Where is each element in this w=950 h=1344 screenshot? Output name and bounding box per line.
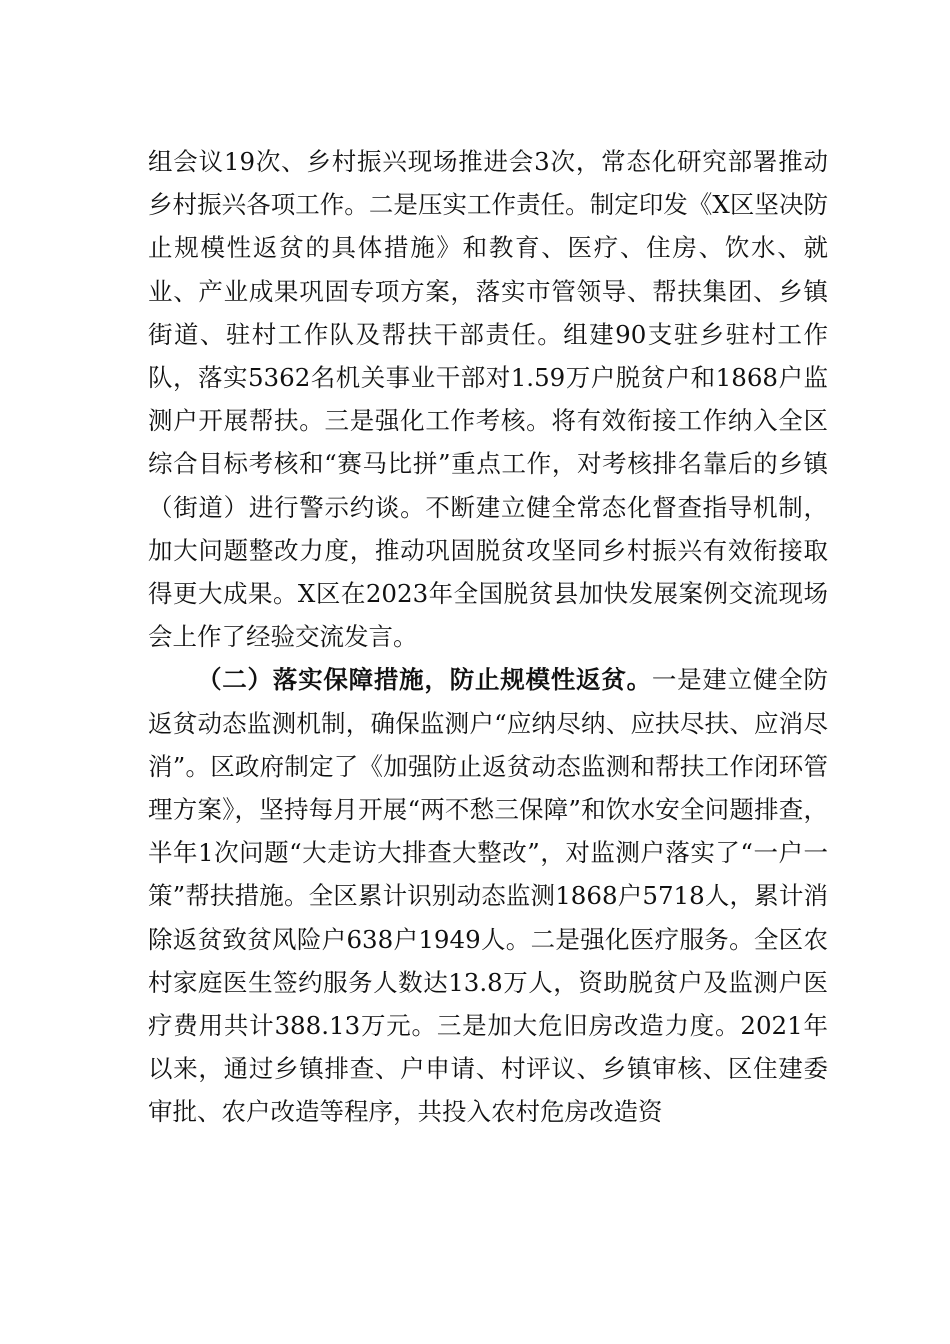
paragraph-section-two bbox=[148, 658, 828, 1133]
section-two-body: 一是建立健全防返贫动态监测机制，确保监测户“应纳尽纳、应扶尽扶、应消尽消”。区政府制定了《加强防止返贫动态监测和帮扶工作闭环管理方案》，坚持每月开展“两不愁三保障”和饮水安全问题排查，半年1次问题“大走访大排查大整改”，对监测户落实了“一户一策”帮扶措施。全区累计识别动态监测1868户5718人，累计消除返贫致贫风险户638户1949人。二是强化医疗服务。全区农村家庭医生签约服务人数达13.8万人，资助脱贫户及监测户医疗费用共计388.13万元。三是加大危旧房改造力度。2021年以来，通过乡镇排查、户申请、村评议、乡镇审核、区住建委审批、农户改造等程序，共投入农村危房改造资 bbox=[148, 665, 828, 1127]
section-two-heading: （二）落实保障措施，防止规模性返贫。 bbox=[197, 665, 652, 695]
paragraph-continuation: 组会议19次、乡村振兴现场推进会3次，常态化研究部署推动乡村振兴各项工作。二是压实工作责任。制定印发《X区坚决防止规模性返贫的具体措施》和教育、医疗、住房、饮水、就业、产业成果巩固专项方案，落实市管领导、帮扶集团、乡镇街道、驻村工作队及帮扶干部责任。组建90支驻乡驻村工作队，落实5362名机关事业干部对1.59万户脱贫户和1868户监测户开展帮扶。三是强化工作考核。将有效衔接工作纳入全区综合目标考核和“赛马比拼”重点工作，对考核排名靠后的乡镇（街道）进行警示约谈。不断建立健全常态化督查指导机制，加大问题整改力度，推动巩固脱贫攻坚同乡村振兴有效衔接取得更大成果。X区在2023年全国脱贫县加快发展案例交流现场会上作了经验交流发言。 bbox=[148, 147, 828, 652]
document-body bbox=[148, 140, 828, 1134]
